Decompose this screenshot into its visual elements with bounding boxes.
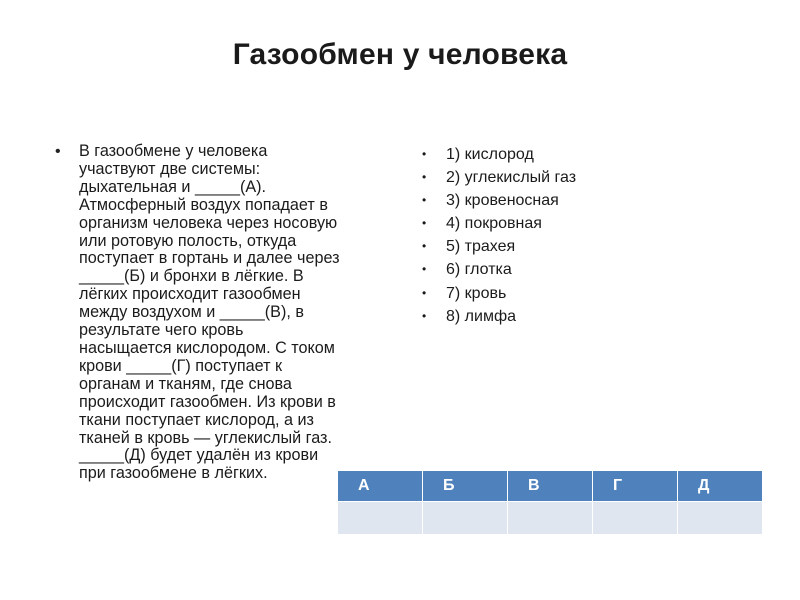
table-row — [338, 502, 763, 535]
list-item — [422, 212, 722, 235]
table-header-cell: В — [508, 471, 593, 502]
option-label: 4) покровная — [446, 215, 542, 233]
table-header-cell: Б — [423, 471, 508, 502]
bullet-icon: • — [422, 193, 427, 208]
bullet-icon: • — [422, 308, 427, 323]
list-item — [422, 305, 722, 328]
option-label: 7) кровь — [446, 284, 507, 302]
option-label: 2) углекислый газ — [446, 169, 577, 187]
list-item — [422, 235, 722, 258]
option-label: 6) глотка — [446, 261, 512, 279]
list-item — [422, 282, 722, 305]
bullet-icon: • — [422, 262, 427, 277]
list-item — [422, 166, 722, 189]
answer-cell-g[interactable] — [593, 502, 678, 535]
table-header-cell: Д — [678, 471, 763, 502]
answer-cell-d[interactable] — [678, 502, 763, 535]
task-text-bullet — [55, 143, 395, 483]
answer-cell-v[interactable] — [508, 502, 593, 535]
bullet-icon: • — [55, 143, 61, 160]
option-label: 8) лимфа — [446, 307, 517, 325]
option-label: 5) трахея — [446, 238, 516, 256]
bullet-icon: • — [422, 170, 427, 185]
table-header-row — [338, 471, 763, 502]
bullet-icon: • — [422, 239, 427, 254]
task-text-block — [55, 143, 395, 483]
list-item — [422, 189, 722, 212]
answer-table — [337, 470, 763, 535]
option-label: 1) кислород — [446, 146, 534, 163]
table-header-cell: А — [338, 471, 423, 502]
bullet-icon: • — [422, 285, 427, 300]
list-item — [422, 258, 722, 281]
bullet-icon: • — [422, 147, 427, 161]
task-text: В газообмене у человека участвуют две системы: дыхательная и _____(А). Атмосферный воздух попадает в организм человека через носовую или ротовую полость, откуда поступает в гортань и далее через _____(Б) и бронхи в лёгкие. В лёгких происходит газообмен между воздухом и _____(В), в результате чего кровь насыщается кислородом. С током крови _____(Г) поступает к органам и тканям, где снова происходит газообмен. Из крови в ткани поступает кислород, а из тканей в кровь — углекислый газ. _____(Д) будет удалён из крови при газообмене в лёгких. — [79, 142, 340, 483]
option-label: 3) кровеносная — [446, 192, 559, 210]
bullet-icon: • — [422, 216, 427, 231]
slide-title: Газообмен у человека — [232, 38, 568, 71]
options-list — [422, 143, 722, 328]
list-item — [422, 143, 722, 166]
answer-cell-a[interactable] — [338, 502, 423, 535]
table-header-cell: Г — [593, 471, 678, 502]
answer-cell-b[interactable] — [423, 502, 508, 535]
